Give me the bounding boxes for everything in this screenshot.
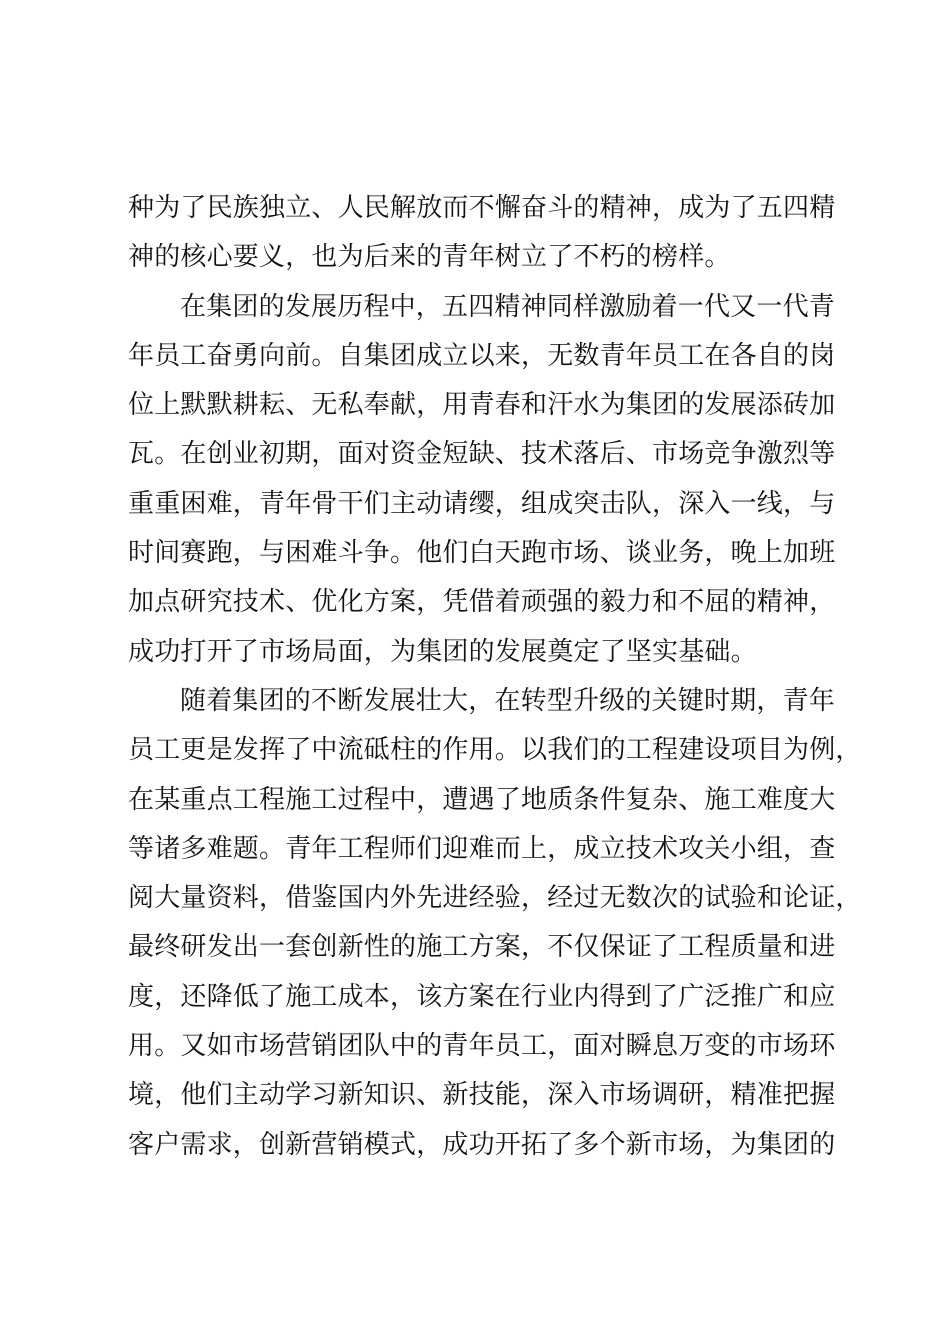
text-line: 重重困难，青年骨干们主动请缨，组成突击队，深入一线，与: [128, 488, 836, 519]
text-line: 成功打开了市场局面，为集团的发展奠定了坚实基础。: [128, 636, 757, 667]
text-line: 在某重点工程施工过程中，遭遇了地质条件复杂、施工难度大: [128, 784, 836, 815]
text-line: 用。又如市场营销团队中的青年员工，面对瞬息万变的市场环: [128, 1031, 836, 1062]
text-line: 加点研究技术、优化方案，凭借着顽强的毅力和不屈的精神，: [128, 587, 836, 618]
text-line: 瓦。在创业初期，面对资金短缺、技术落后、市场竞争激烈等: [128, 439, 836, 470]
text-line: 等诸多难题。青年工程师们迎难而上，成立技术攻关小组，查: [128, 833, 836, 864]
text-line: 随着集团的不断发展壮大，在转型升级的关键时期，青年: [180, 685, 836, 716]
text-line: 位上默默耕耘、无私奉献，用青春和汗水为集团的发展添砖加: [128, 390, 836, 421]
text-line: 神的核心要义，也为后来的青年树立了不朽的榜样。: [128, 242, 731, 273]
text-line: 最终研发出一套创新性的施工方案，不仅保证了工程质量和进: [128, 932, 836, 963]
text-line: 在集团的发展历程中，五四精神同样激励着一代又一代青: [180, 291, 836, 322]
text-line: 境，他们主动学习新知识、新技能，深入市场调研，精准把握: [128, 1080, 836, 1111]
text-line: 员工更是发挥了中流砥柱的作用。以我们的工程建设项目为例，: [128, 735, 862, 766]
text-line: 种为了民族独立、人民解放而不懈奋斗的精神，成为了五四精: [128, 193, 836, 223]
text-line: 度，还降低了施工成本，该方案在行业内得到了广泛推广和应: [128, 981, 836, 1012]
paragraph: [128, 184, 860, 283]
text-line: 年员工奋勇向前。自集团成立以来，无数青年员工在各自的岗: [128, 340, 836, 371]
text-line: 时间赛跑，与困难斗争。他们白天跑市场、谈业务，晚上加班: [128, 538, 836, 569]
text-line: 客户需求，创新营销模式，成功开拓了多个新市场，为集团的: [128, 1129, 836, 1160]
paragraph: [128, 677, 860, 1170]
document-body: [128, 184, 860, 1170]
paragraph: [128, 283, 860, 677]
text-line: 阅大量资料，借鉴国内外先进经验，经过无数次的试验和论证，: [128, 883, 862, 914]
